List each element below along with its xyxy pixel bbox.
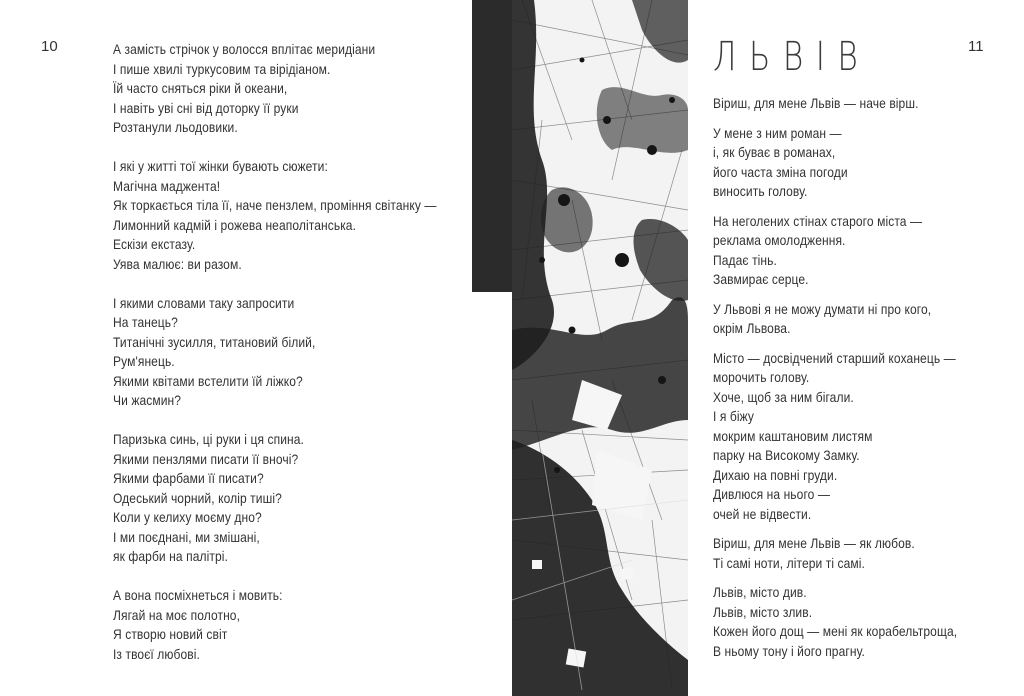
ink-map-illustration bbox=[512, 0, 688, 696]
poem-line: Дивлюся на нього — bbox=[713, 486, 831, 502]
stanza bbox=[113, 430, 489, 567]
poem-line: На танець? bbox=[113, 314, 178, 330]
dark-bar bbox=[472, 0, 512, 292]
poem-line: Якими пензлями писати її вночі? bbox=[113, 450, 299, 467]
poem-line: Коли у келиху моєму дно? bbox=[113, 509, 262, 525]
left-poem bbox=[113, 40, 489, 684]
poem-line: Магічна маджента! bbox=[113, 177, 221, 194]
poem-line: окрім Львова. bbox=[713, 320, 791, 336]
poem-line: І пише хвилі туркусовим та вірідіаном. bbox=[113, 60, 331, 77]
poem-line: Львів, місто див. bbox=[713, 584, 807, 600]
poem-line: реклама омолодження. bbox=[713, 232, 846, 248]
poem-line: Як торкається тіла її, наче пензлем, проміння світанку — bbox=[113, 197, 437, 213]
poem-line: А замість стрічок у волосся вплітає меридіани bbox=[113, 41, 376, 57]
poem-line: Паризька синь, ці руки і ця спина. bbox=[113, 431, 305, 447]
poem-line: парку на Високому Замку. bbox=[713, 447, 860, 463]
stanza bbox=[713, 300, 997, 339]
poem-line: Одеський чорний, колір тиші? bbox=[113, 489, 282, 506]
poem-line: мокрим каштановим листям bbox=[713, 427, 873, 444]
poem-title: ЛЬВІВ bbox=[713, 34, 871, 80]
poem-line: І ми поєднані, ми змішані, bbox=[113, 528, 260, 545]
stanza bbox=[713, 349, 997, 525]
poem-line: Лимонний кадмій і рожева неаполітанська. bbox=[113, 216, 357, 233]
page-number-right: 11 bbox=[968, 38, 984, 55]
stanza bbox=[713, 534, 997, 573]
stanza bbox=[713, 583, 997, 661]
poem-line: морочить голову. bbox=[713, 369, 810, 385]
stanza bbox=[113, 586, 489, 664]
poem-line: Я створю новий світ bbox=[113, 626, 228, 642]
poem-line: Місто — досвідчений старший коханець — bbox=[713, 349, 956, 366]
poem-line: Із твоєї любові. bbox=[113, 645, 200, 662]
stanza bbox=[113, 40, 489, 138]
poem-line: Ті самі ноти, літери ті самі. bbox=[713, 554, 865, 571]
poem-line: І навіть уві сні від доторку її руки bbox=[113, 99, 299, 116]
poem-line: А вона посміхнеться і мовить: bbox=[113, 587, 283, 603]
stanza bbox=[113, 294, 489, 411]
poem-line: виносить голову. bbox=[713, 183, 808, 199]
poem-line: І якими словами таку запросити bbox=[113, 294, 295, 311]
poem-line: Ескізи екстазу. bbox=[113, 236, 196, 252]
poem-line: Їй часто сняться ріки й океани, bbox=[113, 80, 288, 96]
poem-line: Львів, місто злив. bbox=[713, 603, 813, 620]
poem-line: Лягай на моє полотно, bbox=[113, 606, 241, 623]
poem-line: його часта зміна погоди bbox=[713, 163, 848, 180]
poem-line: Хоче, щоб за ним бігали. bbox=[713, 388, 854, 405]
poem-line: Якими квітами встелити їй ліжко? bbox=[113, 372, 303, 389]
poem-line: Падає тінь. bbox=[713, 251, 777, 268]
poem-line: У Львові я не можу думати ні про кого, bbox=[713, 300, 932, 317]
stanza bbox=[713, 212, 997, 290]
poem-line: Рум'янець. bbox=[113, 353, 175, 369]
poem-line: І я біжу bbox=[713, 408, 755, 424]
poem-line: У мене з ним роман — bbox=[713, 124, 842, 141]
page-number-left: 10 bbox=[41, 38, 58, 55]
poem-line: Завмирає серце. bbox=[713, 271, 809, 287]
poem-line: Кожен його дощ — мені як корабельтроща, bbox=[713, 623, 958, 639]
poem-line: Віриш, для мене Львів — наче вірш. bbox=[713, 95, 919, 111]
stanza bbox=[113, 157, 489, 274]
stanza bbox=[713, 124, 997, 202]
poem-line: Уява малює: ви разом. bbox=[113, 255, 242, 272]
poem-line: Дихаю на повні груди. bbox=[713, 466, 838, 483]
poem-line: Титанічні зусилля, титановий білий, bbox=[113, 333, 316, 350]
poem-line: В ньому тону і його прагну. bbox=[713, 642, 865, 659]
poem-line: очей не відвести. bbox=[713, 505, 812, 522]
stanza bbox=[713, 94, 997, 114]
right-poem bbox=[713, 94, 997, 671]
poem-line: як фарби на палітрі. bbox=[113, 548, 228, 564]
poem-line: Розтанули льодовики. bbox=[113, 119, 238, 135]
poem-line: На неголених стінах старого міста — bbox=[713, 212, 923, 229]
poem-line: Якими фарбами її писати? bbox=[113, 470, 264, 486]
poem-line: Чи жасмин? bbox=[113, 392, 182, 408]
poem-line: Віриш, для мене Львів — як любов. bbox=[713, 535, 915, 551]
poem-line: І які у житті тої жінки бувають сюжети: bbox=[113, 158, 328, 174]
poem-line: і, як буває в романах, bbox=[713, 144, 836, 160]
